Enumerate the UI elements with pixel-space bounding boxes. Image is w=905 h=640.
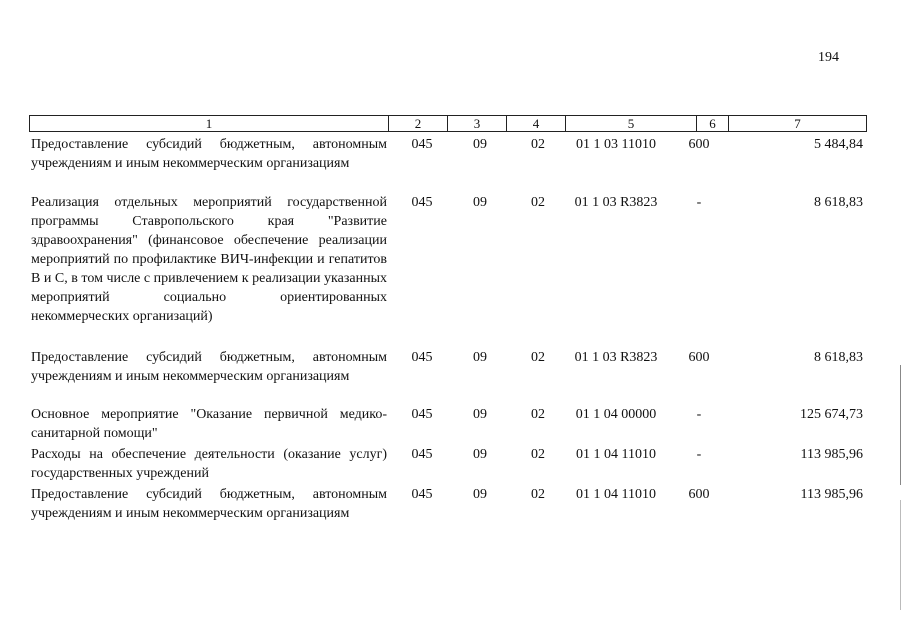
row-col-2: 045 <box>411 195 433 210</box>
header-col-2: 2 <box>388 116 447 131</box>
row-col-5: 01 1 03 11010 <box>576 137 656 152</box>
header-col-1: 1 <box>205 116 213 131</box>
row-description: Реализация отдельных мероприятий государственной программы Ставропольского края "Развитие здравоохранения" (финансовое обеспечение реализации мероприятий по профилактике ВИЧ-инфекции и гепатитов В и С, в том числе с привлечением к реализации указанных мероприятий социально ориентированных некоммерческих организаций) <box>31 195 387 324</box>
scan-edge-mark <box>900 365 901 485</box>
header-col-4: 4 <box>506 116 565 131</box>
row-col-2: 045 <box>411 407 433 422</box>
row-col-6: 600 <box>688 350 710 365</box>
row-description: Предоставление субсидий бюджетным, автономным учреждениям и иным некоммерческим организациям <box>31 137 387 171</box>
row-col-4: 02 <box>531 407 545 422</box>
row-col-6: 600 <box>688 487 710 502</box>
row-col-7: 8 618,83 <box>814 350 863 365</box>
header-col-5: 5 <box>565 116 696 131</box>
row-description: Основное мероприятие "Оказание первичной медико-санитарной помощи" <box>31 407 387 441</box>
row-col-6: - <box>696 195 702 210</box>
row-col-6: - <box>696 447 702 462</box>
row-col-7: 8 618,83 <box>814 195 863 210</box>
row-col-4: 02 <box>531 487 545 502</box>
header-col-3: 3 <box>447 116 506 131</box>
row-col-4: 02 <box>531 447 545 462</box>
page-number: 194 <box>818 50 839 65</box>
row-col-5: 01 1 04 11010 <box>576 487 656 502</box>
row-col-4: 02 <box>531 195 545 210</box>
row-col-5: 01 1 04 11010 <box>576 447 656 462</box>
row-col-5: 01 1 04 00000 <box>575 407 657 422</box>
row-col-2: 045 <box>411 447 433 462</box>
header-col-7: 7 <box>728 116 866 131</box>
row-description: Предоставление субсидий бюджетным, автономным учреждениям и иным некоммерческим организациям <box>31 487 387 521</box>
row-col-7: 5 484,84 <box>814 137 863 152</box>
row-col-7: 113 985,96 <box>800 487 863 502</box>
row-col-2: 045 <box>411 487 433 502</box>
row-col-3: 09 <box>473 137 487 152</box>
row-col-2: 045 <box>411 137 433 152</box>
row-description: Предоставление субсидий бюджетным, автономным учреждениям и иным некоммерческим организациям <box>31 350 387 384</box>
row-col-7: 125 674,73 <box>800 407 863 422</box>
row-col-3: 09 <box>473 447 487 462</box>
row-col-3: 09 <box>473 195 487 210</box>
row-description: Расходы на обеспечение деятельности (оказание услуг) государственных учреждений <box>31 447 387 481</box>
row-col-7: 113 985,96 <box>800 447 863 462</box>
row-col-4: 02 <box>531 350 545 365</box>
row-col-3: 09 <box>473 350 487 365</box>
row-col-3: 09 <box>473 407 487 422</box>
row-col-4: 02 <box>531 137 545 152</box>
row-col-2: 045 <box>411 350 433 365</box>
row-col-6: - <box>696 407 702 422</box>
scan-edge-mark <box>900 500 901 610</box>
row-col-5: 01 1 03 R3823 <box>574 350 658 365</box>
table-header <box>29 115 867 132</box>
row-col-5: 01 1 03 R3823 <box>574 195 658 210</box>
row-col-6: 600 <box>688 137 710 152</box>
row-col-3: 09 <box>473 487 487 502</box>
header-col-6: 6 <box>696 116 728 131</box>
